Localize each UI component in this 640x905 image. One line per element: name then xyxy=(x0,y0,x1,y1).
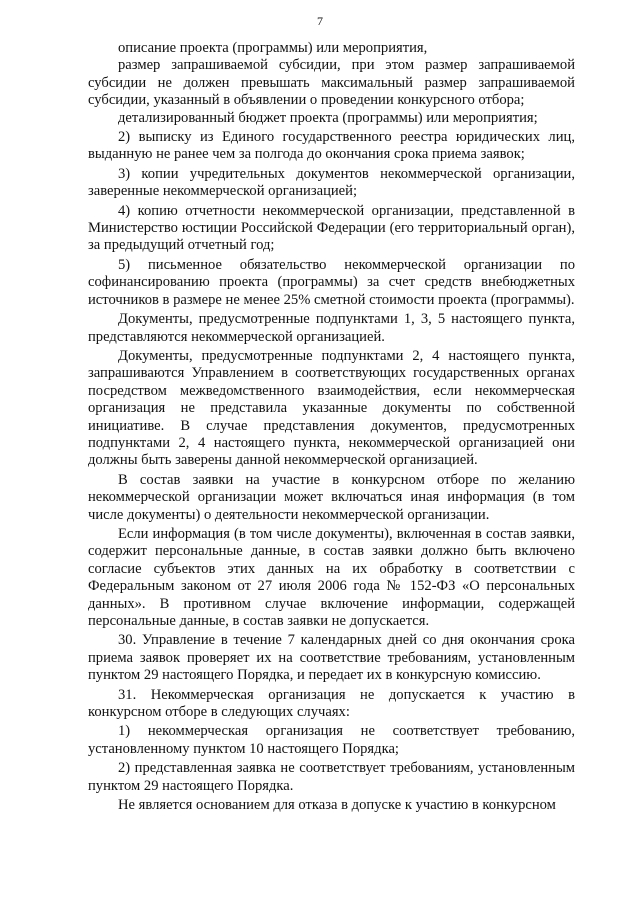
paragraph-detailed-budget: детализированный бюджет проекта (программы) или мероприятия; xyxy=(118,109,538,126)
paragraph-item-5-cofinancing: 5) письменное обязательство некоммерческой организации по софинансированию проекта (программы) за счет средств внебюджетных источников в размере не менее 25% сметной стоимости проекта (программы). xyxy=(88,256,575,308)
paragraph-other-information: В состав заявки на участие в конкурсном отборе по желанию некоммерческой организации может включаться иная информация (в том числе документы) о деятельности некоммерческой организации. xyxy=(88,471,575,523)
paragraph-item-4-reporting: 4) копию отчетности некоммерческой организации, представленной в Министерство юстиции Российской Федерации (его территориальный орган), за предыдущий отчетный год; xyxy=(88,202,575,254)
paragraph-subsidy-size: размер запрашиваемой субсидии, при этом размер запрашиваемой субсидии не должен превышать максимальный размер запрашиваемой субсидии, указанный в объявлении о проведении конкурсного отбора; xyxy=(88,57,575,109)
paragraph-item-31-case-1: 1) некоммерческая организация не соответствует требованию, установленному пунктом 10 настоящего Порядка; xyxy=(88,723,575,757)
paragraph-documents-2-4: Документы, предусмотренные подпунктами 2, 4 настоящего пункта, запрашиваются Управлением в соответствующих государственных органах посредством межведомственного взаимодействия, если некоммерческая организация не представила указанные документы по собственной инициативе. В случае представления документов, предусмотренных подпунктами 2, 4 настоящего пункта, некоммерческой организацией они должны быть заверены данной некоммерческой организацией. xyxy=(88,347,575,469)
paragraph-project-description: описание проекта (программы) или мероприятия, xyxy=(118,40,428,56)
paragraph-item-3-founding-documents: 3) копии учредительных документов некоммерческой организации, заверенные некоммерческой организацией; xyxy=(88,165,575,200)
paragraph-not-grounds-for-refusal: Не является основанием для отказа в допуске к участию в конкурсном xyxy=(118,797,556,814)
paragraph-item-31: 31. Некоммерческая организация не допускается к участию в конкурсном отборе в следующих случаях: xyxy=(88,686,575,721)
document-body xyxy=(88,40,575,814)
paragraph-item-31-case-2: 2) представленная заявка не соответствует требованиям, установленным пунктом 29 настоящего Порядка. xyxy=(88,760,575,794)
paragraph-personal-data: Если информация (в том числе документы), включенная в состав заявки, содержит персональные данные, в состав заявки должно быть включено согласие субъектов этих данных на их обработку в соответствии с Федеральным законом от 27 июля 2006 года № 152-ФЗ «О персональных данных». В противном случае включение информации, содержащей персональные данные, в состав заявки не допускается. xyxy=(88,525,575,629)
paragraph-item-2-registry-extract: 2) выписку из Единого государственного реестра юридических лиц, выданную не ранее чем за полгода до окончания срока приема заявок; xyxy=(88,129,575,163)
page-number: 7 xyxy=(317,14,323,28)
paragraph-item-30: 30. Управление в течение 7 календарных дней со дня окончания срока приема заявок проверяет их на соответствие требованиям, установленным пунктом 29 настоящего Порядка, и передает их в конкурсную комиссию. xyxy=(88,632,575,684)
paragraph-documents-1-3-5: Документы, предусмотренные подпунктами 1, 3, 5 настоящего пункта, представляются некоммерческой организацией. xyxy=(88,311,575,345)
